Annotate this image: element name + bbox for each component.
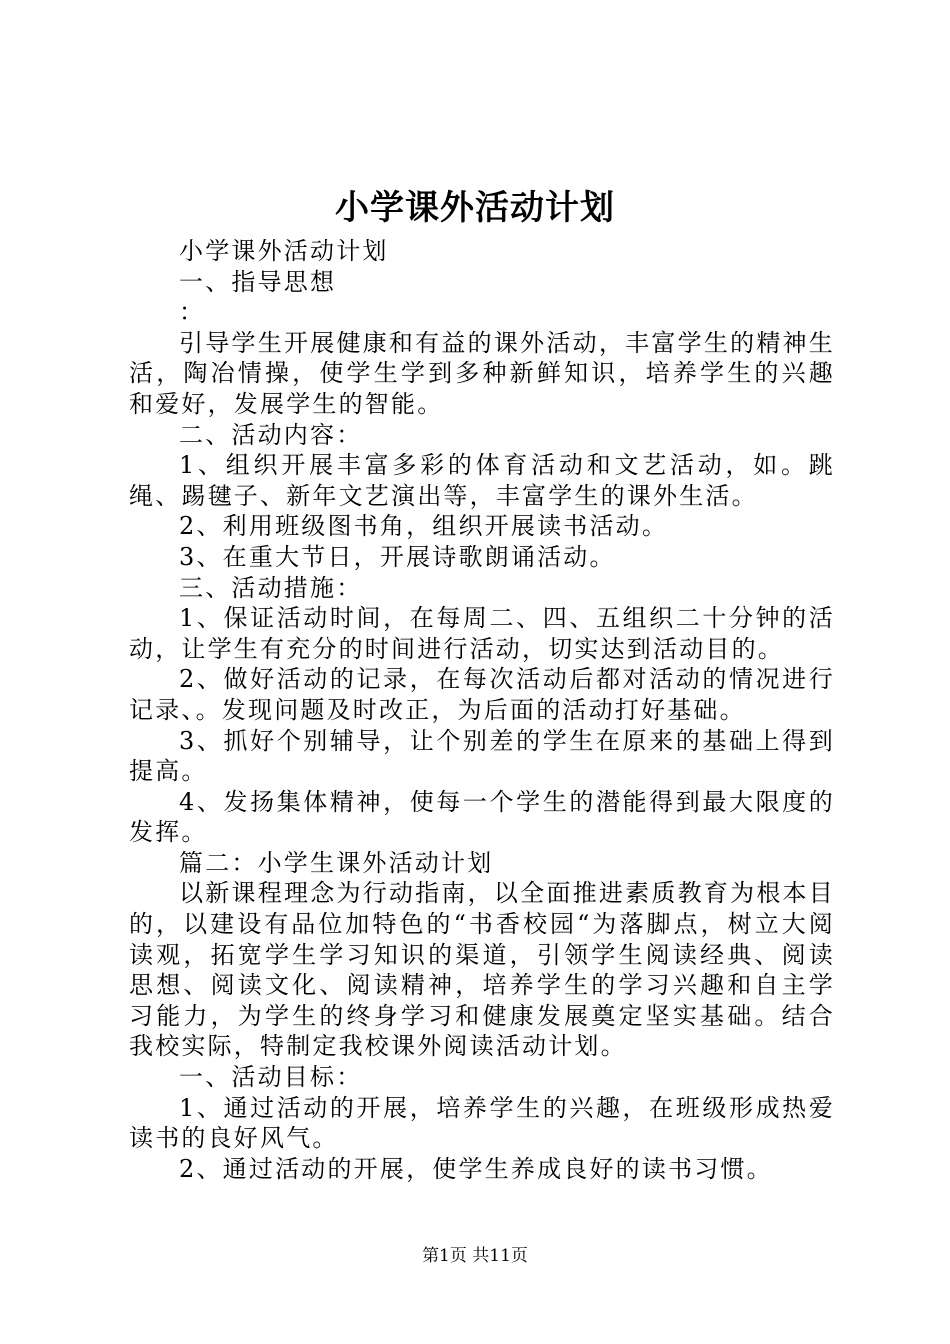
document-title: 小学课外活动计划	[335, 188, 615, 228]
paragraph: 二、活动内容：	[179, 420, 363, 449]
paragraph: 1、保证活动时间，在每周二、四、五组织二十分钟的活动，让学生有充分的时间进行活动，切实达到活动目的。	[129, 604, 835, 663]
paragraph: 1、通过活动的开展，培养学生的兴趣，在班级形成热爱读书的良好风气。	[129, 1093, 835, 1153]
paragraph: 引导学生开展健康和有益的课外活动，丰富学生的精神生活，陶冶情操，使学生学到多种新鲜知识，培养学生的兴趣和爱好，发展学生的智能。	[129, 328, 835, 418]
paragraph: 篇二：小学生课外活动计划	[179, 848, 494, 877]
paragraph: ：	[179, 298, 206, 327]
paragraph: 2、做好活动的记录，在每次活动后都对活动的情况进行记录、。发现问题及时改正，为后面的活动打好基础。	[129, 665, 835, 724]
page-footer: 第1页 共11页	[422, 1246, 528, 1266]
paragraph: 4、发扬集体精神，使每一个学生的潜能得到最大限度的发挥。	[129, 787, 835, 847]
paragraph: 一、指导思想	[179, 267, 337, 296]
paragraph: 一、活动目标：	[179, 1063, 363, 1092]
paragraph: 3、在重大节日，开展诗歌朗诵活动。	[179, 542, 616, 571]
paragraph: 3、抓好个别辅导，让个别差的学生在原来的基础上得到提高。	[129, 726, 835, 786]
paragraph: 2、通过活动的开展，使学生养成良好的读书习惯。	[179, 1154, 773, 1183]
paragraph: 三、活动措施：	[179, 573, 363, 602]
paragraph: 2、利用班级图书角，组织开展读书活动。	[179, 512, 669, 541]
document-body	[129, 236, 835, 1184]
paragraph: 小学课外活动计划	[179, 237, 389, 265]
paragraph: 1、组织开展丰富多彩的体育活动和文艺活动，如。跳绳、踢毽子、新年文艺演出等，丰富学生的课外生活。	[129, 451, 835, 510]
paragraph: 以新课程理念为行动指南，以全面推进素质教育为根本目的，以建设有品位加特色的“书香校园“为落脚点，树立大阅读观，拓宽学生学习知识的渠道，引领学生阅读经典、阅读思想、阅读文化、阅读精神，培养学生的学习兴趣和自主学习能力，为学生的终身学习和健康发展奠定坚实基础。结合我校实际，特制定我校课外阅读活动计划。	[129, 879, 835, 1061]
